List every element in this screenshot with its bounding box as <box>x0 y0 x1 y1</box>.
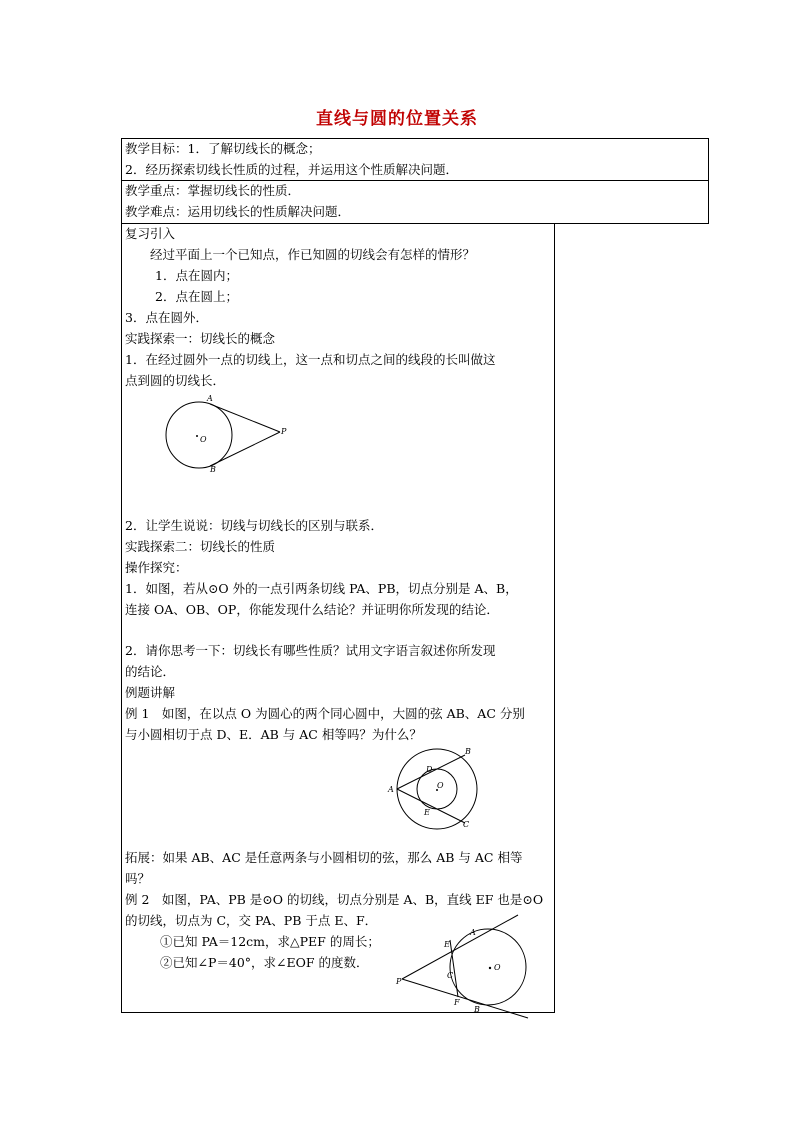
operation-heading: 操作探究： <box>125 560 188 575</box>
case-2: 2．点在圆上； <box>155 289 238 304</box>
tangent-pb <box>210 432 280 466</box>
label-b: B <box>474 1005 480 1014</box>
label-e: E <box>444 940 450 949</box>
objective-line-2: 2．经历探索切线长性质的过程，并运用这个性质解决问题． <box>125 162 458 177</box>
label-p: P <box>396 977 402 986</box>
label-a: A <box>207 394 213 403</box>
label-b: B <box>465 747 471 756</box>
extension-line-1: 拓展：如果 AB、AC 是任意两条与小圆相切的弦，那么 AB 与 AC 相等 <box>125 850 523 865</box>
examples-heading: 例题讲解 <box>125 685 176 700</box>
task-1-line-2: 连接 OA、OB、OP，你能发现什么结论？并证明你所发现的结论． <box>125 602 499 617</box>
label-a: A <box>388 785 394 794</box>
case-3: 3．点在圆外． <box>125 310 208 325</box>
label-p: P <box>281 427 287 436</box>
center-dot <box>196 435 198 437</box>
task-2-line-2: 的结论． <box>125 664 176 679</box>
figure-tangent-triangle <box>390 912 530 1020</box>
label-o: O <box>437 781 444 790</box>
example-2-question-2: ②已知∠P＝40°，求∠EOF 的度数． <box>160 955 369 970</box>
difficulty-line: 教学难点：运用切线长的性质解决问题． <box>125 204 351 219</box>
label-o: O <box>494 963 501 972</box>
figure-tangent-length <box>155 390 295 475</box>
label-e: E <box>424 808 430 817</box>
example-2-line-1: 例 2 如图，PA、PB 是⊙O 的切线，切点分别是 A、B，直线 EF 也是⊙O <box>125 892 544 907</box>
section-review: 复习引入 <box>125 226 176 241</box>
center-dot <box>489 967 491 969</box>
page-title: 直线与圆的位置关系 <box>316 109 478 129</box>
definition-line-2: 点到圆的切线长． <box>125 373 226 388</box>
label-c: C <box>463 820 470 829</box>
example-2-line-2: 的切线，切点为 C，交 PA、PB 于点 E、F． <box>125 913 378 928</box>
case-1: 1．点在圆内； <box>155 268 238 283</box>
label-o: O <box>200 435 207 444</box>
figure-concentric-circles <box>385 745 485 835</box>
explore-1-heading: 实践探索一：切线长的概念 <box>125 331 276 346</box>
circle-o <box>166 402 232 468</box>
review-question: 经过平面上一个已知点，作已知圆的切线会有怎样的情形？ <box>150 247 476 262</box>
task-1-line-1: 1．如图，若从⊙O 外的一点引两条切线 PA、PB，切点分别是 A、B， <box>125 581 518 596</box>
label-b: B <box>210 465 216 474</box>
discussion-line: 2．让学生说说：切线与切线长的区别与联系． <box>125 518 383 533</box>
task-2-line-1: 2．请你思考一下：切线长有哪些性质？试用文字语言叙述你所发现 <box>125 643 496 658</box>
label-a: A <box>470 928 476 937</box>
explore-2-heading: 实践探索二：切线长的性质 <box>125 539 276 554</box>
chord-ac <box>397 789 465 823</box>
extension-line-2: 吗？ <box>125 871 151 886</box>
example-1-line-2: 与小圆相切于点 D、E．AB 与 AC 相等吗？为什么？ <box>125 727 422 742</box>
circle-o <box>450 929 526 1005</box>
objective-line-1: 教学目标：1．了解切线长的概念； <box>125 141 321 156</box>
label-d: D <box>426 765 433 774</box>
definition-line-1: 1．在经过圆外一点的切线上，这一点和切点之间的线段的长叫做这 <box>125 352 496 367</box>
key-point-line: 教学重点：掌握切线长的性质． <box>125 183 301 198</box>
label-c: C <box>447 971 454 980</box>
label-f: F <box>454 998 460 1007</box>
tangent-pa <box>402 915 518 979</box>
tangent-pa <box>210 404 280 432</box>
example-1-line-1: 例 1 如图，在以点 O 为圆心的两个同心圆中，大圆的弦 AB、AC 分别 <box>125 706 525 721</box>
example-2-question-1: ①已知 PA＝12cm，求△PEF 的周长； <box>160 934 380 949</box>
